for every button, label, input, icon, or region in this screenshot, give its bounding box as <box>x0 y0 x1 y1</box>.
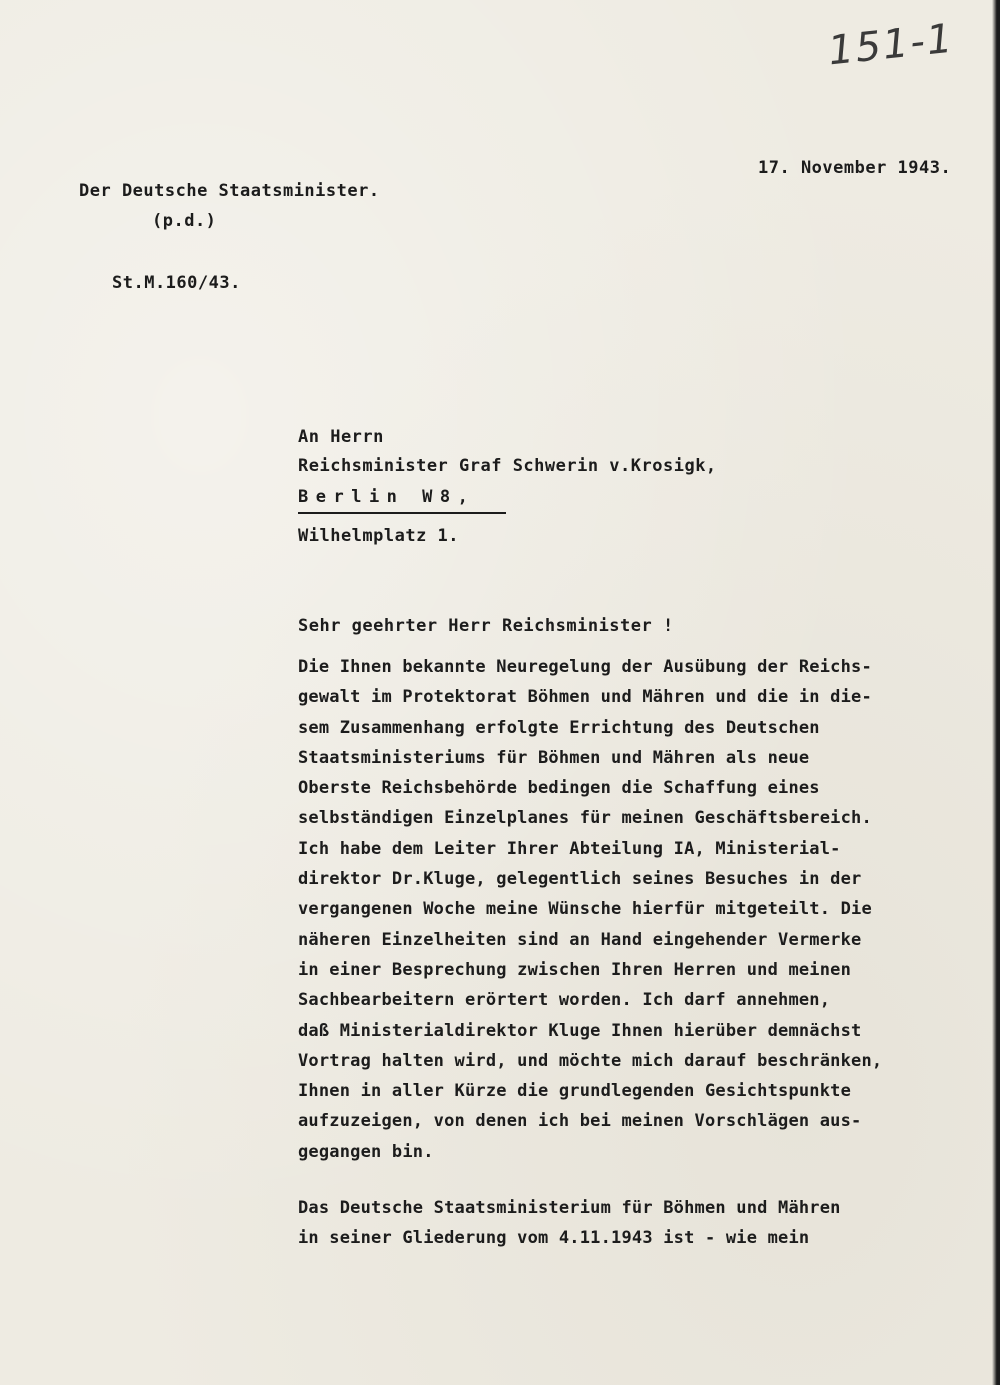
body-paragraph-2 <box>298 1196 841 1257</box>
address-underline <box>298 512 506 514</box>
body-line: direktor Dr.Kluge, gelegentlich seines Besuches in der <box>298 869 862 890</box>
body-line: gegangen bin. <box>298 1141 434 1162</box>
address-city: Berlin W8, <box>298 487 476 507</box>
body-line: in seiner Gliederung vom 4.11.1943 ist - wie mein <box>298 1228 810 1249</box>
body-line: Die Ihnen bekannte Neuregelung der Ausübung der Reichs- <box>298 657 872 677</box>
letter-date: 17. November 1943. <box>758 158 952 178</box>
sender-subtitle: (p.d.) <box>152 211 217 231</box>
scan-edge <box>992 0 1000 1385</box>
address-line: Wilhelmplatz 1. <box>298 526 460 546</box>
body-line: in einer Besprechung zwischen Ihren Herren und meinen <box>298 959 852 980</box>
body-line: näheren Einzelheiten sind an Hand eingehender Vermerke <box>298 929 862 950</box>
body-line: vergangenen Woche meine Wünsche hierfür mitgeteilt. Die <box>298 899 872 920</box>
body-line: gewalt im Protektorat Böhmen und Mähren und die in die- <box>298 687 872 708</box>
body-paragraph-1 <box>298 655 882 1170</box>
body-line: sem Zusammenhang erfolgte Errichtung des Deutschen <box>298 717 820 738</box>
body-line: daß Ministerialdirektor Kluge Ihnen hierüber demnächst <box>298 1020 862 1041</box>
body-line: Ihnen in aller Kürze die grundlegenden Gesichtspunkte <box>298 1081 852 1102</box>
reference-number: St.M.160/43. <box>112 273 241 293</box>
body-line: Ich habe dem Leiter Ihrer Abteilung IA, Ministerial- <box>298 838 841 859</box>
body-line: Staatsministeriums für Böhmen und Mähren als neue <box>298 747 810 768</box>
sender-name: Der Deutsche Staatsminister. <box>79 181 380 201</box>
body-line: aufzuzeigen, von denen ich bei meinen Vorschlägen aus- <box>298 1111 862 1132</box>
handwritten-page-number: 151-1 <box>825 15 957 75</box>
body-line: Vortrag halten wird, und möchte mich darauf beschränken, <box>298 1050 883 1071</box>
body-line: selbständigen Einzelplanes für meinen Geschäftsbereich. <box>298 808 872 829</box>
body-line: Oberste Reichsbehörde bedingen die Schaffung eines <box>298 778 820 799</box>
body-line: Sachbearbeitern erörtert worden. Ich darf annehmen, <box>298 990 831 1011</box>
body-line: Das Deutsche Staatsministerium für Böhmen und Mähren <box>298 1198 841 1218</box>
address-line: Reichsminister Graf Schwerin v.Krosigk, <box>298 456 717 476</box>
salutation: Sehr geehrter Herr Reichsminister ! <box>298 616 674 636</box>
address-line: An Herrn <box>298 427 384 447</box>
